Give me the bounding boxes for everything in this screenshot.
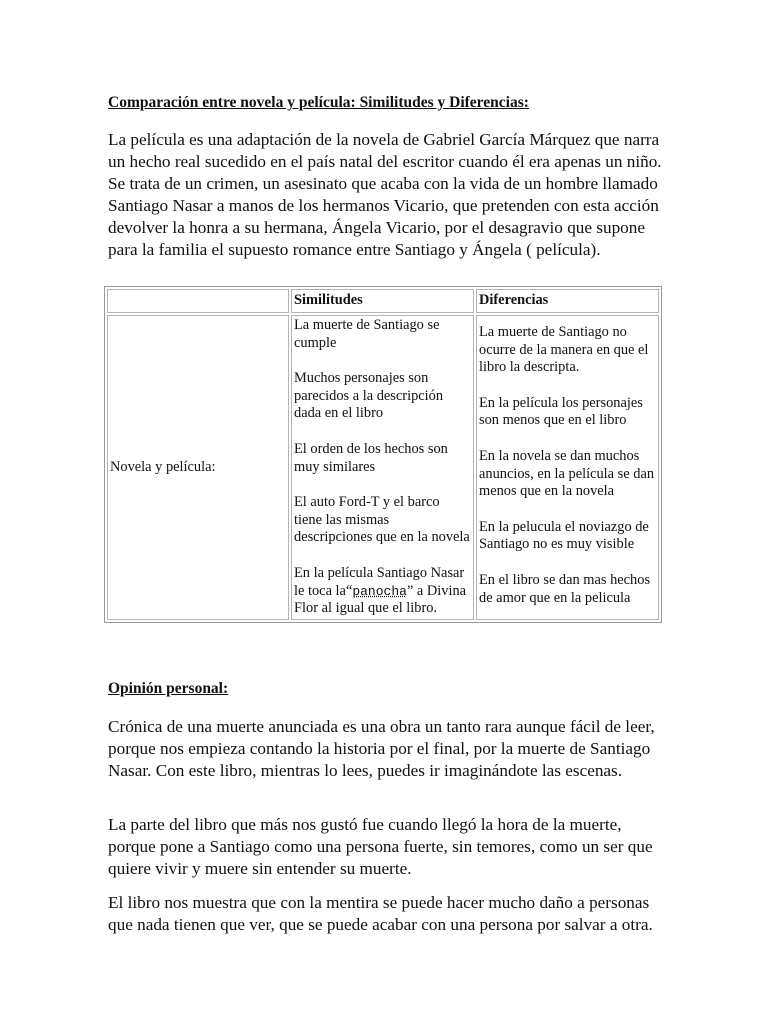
header-diferencias: Diferencias <box>476 289 659 313</box>
diferencia-item: En la pelucula el noviazgo de Santiago no es muy visible <box>479 518 649 553</box>
diferencias-cell <box>476 315 659 620</box>
diferencia-item: En la película los personajes son menos que en el libro <box>479 394 643 429</box>
table-row <box>107 315 659 620</box>
diferencia-item: La muerte de Santiago no ocurre de la manera en que el libro la descripta. <box>479 324 649 376</box>
similitud-item: El orden de los hechos son muy similares <box>294 440 448 475</box>
diferencia-item: En la novela se dan muchos anuncios, en la película se dan menos que en la novela <box>479 447 655 500</box>
comparison-heading: Comparación entre novela y película: Similitudes y Diferencias: <box>108 94 529 111</box>
diferencia-item: En el libro se dan mas hechos de amor que en la pelicula <box>479 571 651 606</box>
similitudes-cell <box>291 315 474 620</box>
open-quote: “ <box>345 582 353 599</box>
intro-paragraph: La película es una adaptación de la novela de Gabriel García Márquez que narra un hecho real sucedido en el país natal del escritor cuando él era apenas un niño. Se trata de un crimen, un asesinato que acaba con la vida de un hombre llamado Santiago Nasar a manos de los hermanos Vicario, que pretenden con esta acción devolver la honra a su hermana, Ángela Vicario, por el desagravio que supone para la familia el supuesto romance entre Santiago y Ángela ( película). <box>108 130 662 259</box>
header-empty-cell <box>107 289 289 313</box>
similitud-text-end: ” a Divina Flor al igual que el libro. <box>294 582 467 617</box>
similitud-item <box>294 565 471 618</box>
similitud-item: El auto Ford-T y el barco tiene las mismas descripciones que en la novela <box>294 494 470 546</box>
similitud-item: Muchos personajes son parecidos a la descripción dada en el libro <box>294 370 444 422</box>
table-header-row <box>107 289 659 313</box>
similitud-item: La muerte de Santiago se cumple <box>294 317 440 351</box>
header-similitudes: Similitudes <box>291 289 474 313</box>
opinion-paragraph-2: La parte del libro que más nos gustó fue cuando llegó la hora de la muerte, porque pone a Santiago como una persona fuerte, sin temores, como un ser que quiere vivir y muere sin entender su muerte. <box>108 815 653 878</box>
row-label: Novela y película: <box>107 315 289 620</box>
comparison-table <box>104 286 662 623</box>
opinion-paragraph-1: Crónica de una muerte anunciada es una obra un tanto rara aunque fácil de leer, porque nos empieza contando la historia por el final, por la muerte de Santiago Nasar. Con este libro, mientras lo lees, puedes ir imaginándote las escenas. <box>108 717 655 780</box>
similitud-text: En la película Santiago Nasar le toca la <box>294 564 465 599</box>
opinion-paragraph-3: El libro nos muestra que con la mentira se puede hacer mucho daño a personas que nada tienen que ver, que se puede acabar con una persona por salvar a otra. <box>108 893 653 934</box>
highlighted-word: panocha <box>352 583 407 599</box>
opinion-heading: Opinión personal: <box>108 680 229 697</box>
